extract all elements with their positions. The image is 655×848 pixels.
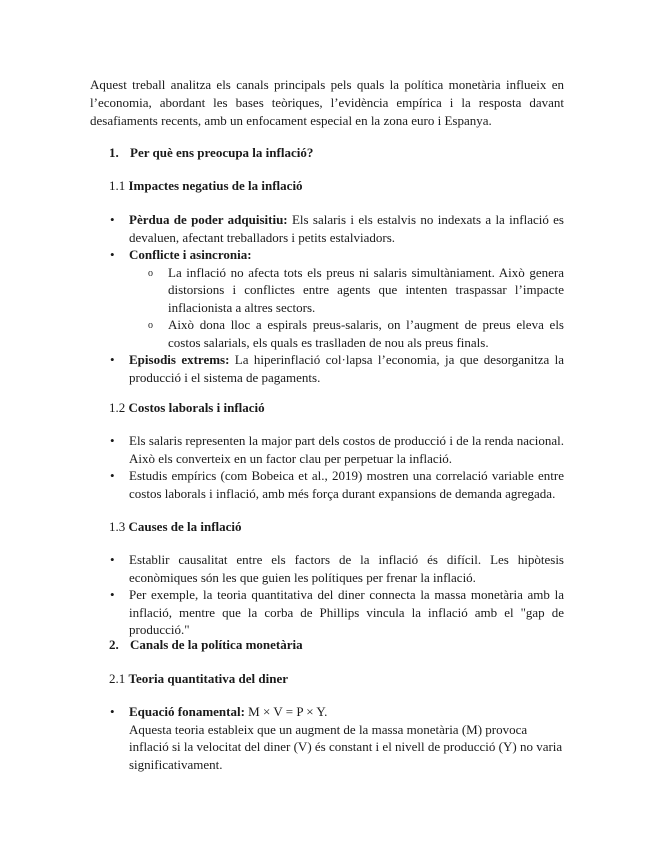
bullet-lead: Episodis extrems: bbox=[129, 352, 230, 367]
sub-list-item: o La inflació no afecta tots els preus ni salaris simultàniament. Això genera distorsions i conflictes entre agents que intenten traspassar l’impacte inflacionista a altres sectors. bbox=[129, 264, 564, 317]
list-item: • Estudis empírics (com Bobeica et al., 2019) mostren una correlació variable entre costos laborals i inflació, amb més força durant expansions de demanda agregada. bbox=[109, 467, 564, 502]
section-1-1-heading bbox=[109, 177, 303, 195]
bullet-lead: Equació fonamental: bbox=[129, 704, 245, 719]
list-item: • Per exemple, la teoria quantitativa del diner connecta la massa monetària amb la inflació, mentre que la corba de Phillips vincula la inflació amb el "gap de producció." bbox=[109, 586, 564, 639]
formula: M × V = P × Y. bbox=[244, 704, 328, 719]
section-1-1-title: Impactes negatius de la inflació bbox=[128, 178, 303, 193]
intro-paragraph: Aquest treball analitza els canals principals pels quals la política monetària influeix en l’economia, abordant les bases teòriques, l’evidència empírica i la resposta davant desafiaments recents, amb un enfocament especial en la zona euro i Espanya. bbox=[90, 77, 564, 128]
section-2-heading bbox=[109, 636, 303, 654]
bullet-lead: Pèrdua de poder adquisitiu: bbox=[129, 212, 288, 227]
list-item bbox=[109, 703, 564, 773]
list-item: • Establir causalitat entre els factors de la inflació és difícil. Les hipòtesis econòmiques són les que guien les polítiques per frenar la inflació. bbox=[109, 551, 564, 586]
bullet-lead: Conflicte i asincronia: bbox=[129, 247, 252, 262]
section-1-1-number: 1.1 bbox=[109, 178, 126, 193]
section-2-title: Canals de la política monetària bbox=[130, 637, 303, 652]
section-1-2-number: 1.2 bbox=[109, 400, 126, 415]
section-2-1-title: Teoria quantitativa del diner bbox=[128, 671, 289, 686]
section-1-1-list bbox=[109, 211, 564, 386]
section-2-1-list bbox=[109, 703, 564, 773]
section-1-3-heading bbox=[109, 518, 242, 536]
list-item bbox=[109, 211, 564, 246]
section-1-number: 1. bbox=[109, 145, 119, 160]
section-1-2-list bbox=[109, 432, 564, 502]
section-1-title: Per què ens preocupa la inflació? bbox=[130, 145, 314, 160]
section-1-2-heading bbox=[109, 399, 265, 417]
list-item bbox=[109, 351, 564, 386]
section-1-3-number: 1.3 bbox=[109, 519, 126, 534]
sub-list-item: o Això dona lloc a espirals preus-salaris, on l’augment de preus eleva els costos salarials, els quals es traslladen de nou als preus finals. bbox=[129, 316, 564, 351]
section-1-heading bbox=[109, 144, 313, 162]
sub-list bbox=[129, 264, 564, 352]
bullet-text: Aquesta teoria estableix que un augment de la massa monetària (M) provoca inflació si la velocitat del diner (V) és constant i el nivell de producció (Y) no varia significativament. bbox=[129, 721, 563, 772]
section-2-number: 2. bbox=[109, 637, 119, 652]
section-1-3-title: Causes de la inflació bbox=[128, 519, 242, 534]
section-2-1-number: 2.1 bbox=[109, 671, 126, 686]
section-1-2-title: Costos laborals i inflació bbox=[128, 400, 265, 415]
list-item bbox=[109, 246, 564, 351]
section-2-1-heading bbox=[109, 670, 288, 688]
section-1-3-list bbox=[109, 551, 564, 639]
bullet-text: La hiperinflació col·lapsa l’economia, ja que desorganitza la producció i el sistema de pagaments. bbox=[129, 352, 564, 385]
list-item: • Els salaris representen la major part dels costos de producció i de la renda nacional. Això els converteix en un factor clau per perpetuar la inflació. bbox=[109, 432, 564, 467]
bullet-text: Els salaris i els estalvis no indexats a la inflació es devaluen, afectant treballadors i petits estalviadors. bbox=[129, 212, 564, 245]
